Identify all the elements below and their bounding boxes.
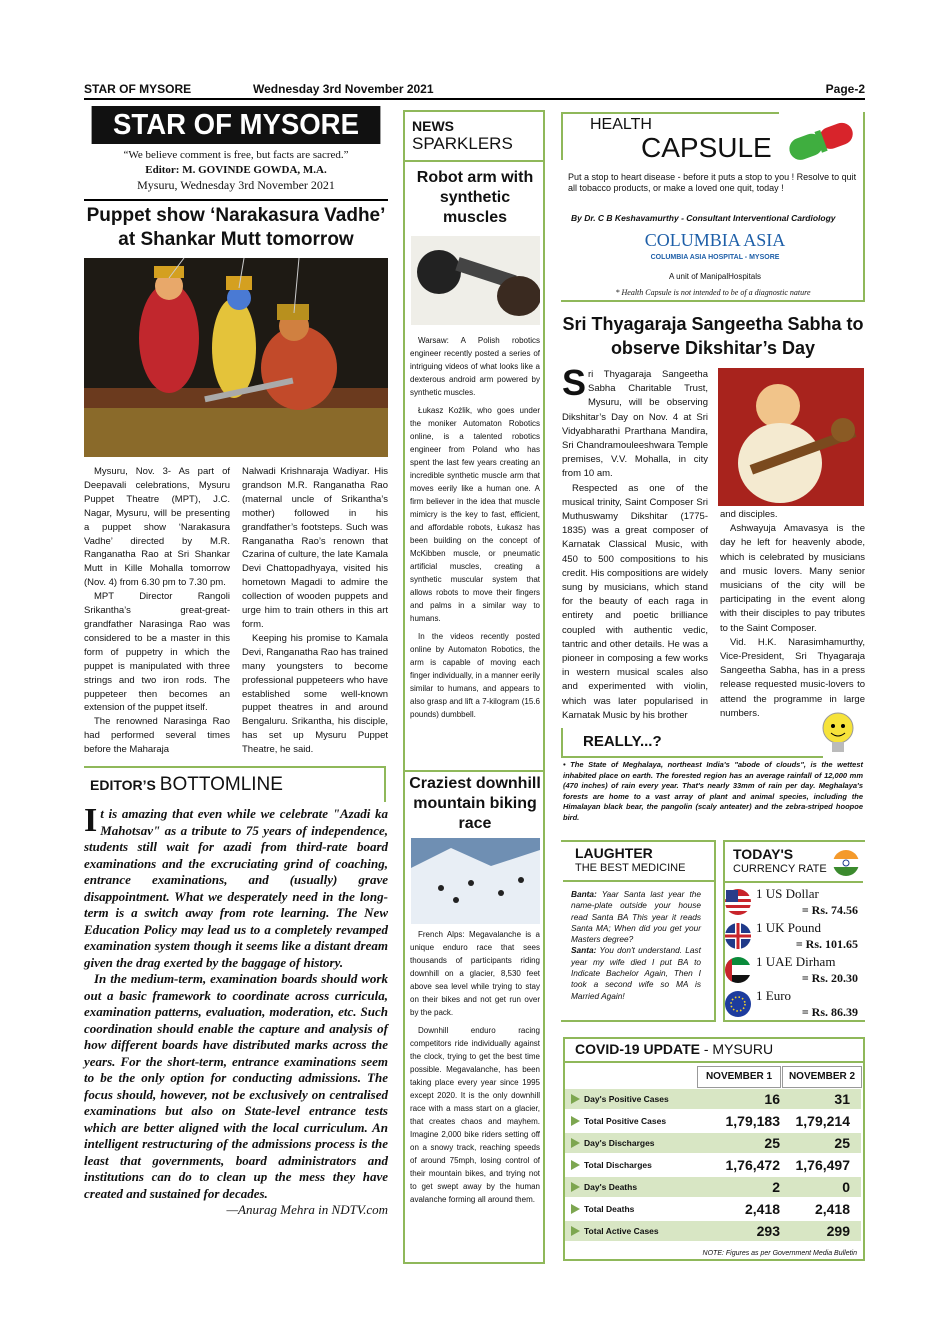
covid-row <box>565 1199 861 1219</box>
columbia-logo-sub: COLUMBIA ASIA HOSPITAL - MYSORE <box>650 254 780 261</box>
editorial-dropcap: I <box>84 802 98 839</box>
covid-row-label: Total Positive Cases <box>584 1116 667 1126</box>
covid-row-nov2: 0 <box>842 1179 850 1195</box>
covid-title <box>575 1041 773 1057</box>
currency-value: = Rs. 101.65 <box>795 937 858 951</box>
editorial-credit: —Anurag Mehra in NDTV.com <box>226 1202 388 1217</box>
puppet-p5: Keeping his promise to Kamala Devi, Ranganatha Rao has trained many youngsters to become professional puppeteers who have established some well-known puppet theatres in and around Bengaluru. Srikantha, his disciple, has set up Mysuru Puppet Theatre, he said. <box>242 632 388 756</box>
covid-row-nov1: 1,79,183 <box>725 1113 780 1129</box>
covid-row-nov1: 293 <box>756 1223 780 1239</box>
downhill-p2: Downhill enduro racing competitors ride individually against the clock, trying to get the best time possible. Megavalanche, has been taking place every year since 1995 except 2020. It is the only downhill race with a mass start on a glacier, that creates chaos and mayhem. Imagine 2,000 bike riders setting off on a snowy track, reaching speeds of around 75mph, losing control of their mountain bikes, and trying not to get swept away by the human avalanche forming all around them. <box>410 1026 540 1204</box>
covid-col-nov2: NOVEMBER 2 <box>782 1066 862 1088</box>
issue-date: Wednesday 3rd November 2021 <box>253 82 434 96</box>
health-label-b: CAPSULE <box>641 132 772 163</box>
really-text: • The State of Meghalaya, northeast India's "abode of clouds", is the wettest inhabited place on earth. The forested region has an average rainfall of 12,000 mm (470 inches) of rain every year. That's nearly 33mm of rain per day. Meghalaya's forests are home to a vast array of plant and animal species, including the Himalayan black bear, the pangolin (scaly anteater) and the zebra-striped hoopoe bird. <box>563 760 863 822</box>
downhill-text <box>410 928 540 1206</box>
covid-row-label: Total Deaths <box>584 1204 635 1214</box>
sabha-dropcap: S <box>562 362 587 403</box>
editorial-p1: t is amazing that even while we celebrate "Azadi ka Mahotsav" as a tribute to 75 years of independence, students still wait for azadi from third-rate board examinations and the excruciating grind of coaching, entrance examinations, and (usually) grave disappointment. What we desperately need in the long-term is a switch away from rote learning. The New Education Policy may lead us to a completely revamped examination system though it seems like a distant dream given the drag exerted by the baggage of history. <box>84 806 388 970</box>
sabha-headline: Sri Thyagaraja Sangeetha Sabha to observe Dikshitar’s Day <box>562 314 864 358</box>
laughter-label-b: THE BEST MEDICINE <box>575 862 686 874</box>
sparklers-header <box>412 118 542 154</box>
paper-name: STAR OF MYSORE <box>84 82 192 96</box>
india-flag-icon <box>833 850 859 876</box>
editor-box-header <box>84 766 386 802</box>
covid-row-nov2: 1,76,497 <box>795 1157 850 1173</box>
currency-label-a: TODAY'S <box>733 846 794 862</box>
puppet-p3: The renowned Narasinga Rao had performed several times before the Maharaja <box>84 716 230 756</box>
laughter-text <box>571 889 701 1002</box>
sparklers-label-b: SPARKLERS <box>412 134 513 153</box>
puppet-photo <box>84 258 388 457</box>
health-text: Put a stop to heart disease - before it puts a stop to you ! Resolve to quit all tobacco products, or make a loved one quit, today ! <box>568 172 857 193</box>
currency-row-usd <box>724 886 864 920</box>
currency-value: = Rs. 74.56 <box>801 903 858 917</box>
uk-flag-icon <box>724 922 752 950</box>
health-disclaimer: * Health Capsule is not intended to be of a diagnostic nature <box>615 288 811 297</box>
robot-p3: In the videos recently posted online by Automaton Robotics, the arm is capable of moving each finger individually, in a manner eerily similar to humans, and appears to also grasp and lift a 7-kilogram (15.6 pounds) dumbbell. <box>410 632 540 719</box>
currency-label-b: CURRENCY RATE <box>733 863 827 875</box>
covid-row-nov1: 16 <box>764 1091 780 1107</box>
covid-row-label: Total Discharges <box>584 1160 652 1170</box>
covid-row-nov2: 25 <box>834 1135 850 1151</box>
motto: “We believe comment is free, but facts are sacred.” <box>123 149 349 161</box>
covid-row <box>565 1133 861 1153</box>
eu-flag-icon <box>724 990 752 1018</box>
puppet-p4: Nalwadi Krishnaraja Wadiyar. His grandson M.R. Ranganatha Rao (maternal uncle of Srikantha’s mother) followed in his grandfather’s footsteps. Such was Ranganatha Rao’s renown that Czarina of culture, the late Kamala Devi Chattopadhyaya, visited his hometown Magadi to admire the collection of wooden puppets and urge him to train others in this art form. <box>242 466 388 630</box>
sabha-p2: Respected as one of the musical trinity, Saint Composer Sri Muthuswamy Dikshitar (1775-1835) was a great composer of Karnatak Classical Music, with 450 to 500 compositions to his credit. His compositions are widely sung by musicians, which stand for the beauty of each raga in entirety and poetic brilliance coupled with authentic vedic, tantric and other details. He was a pioneer in composing a few works in western musical scales also and experimented with violin, which was later popularised in Karnatak Music by his brother <box>562 482 708 721</box>
currency-name: 1 UK Pound <box>756 920 822 935</box>
covid-row-nov1: 1,76,472 <box>725 1157 780 1173</box>
downhill-photo <box>411 838 540 924</box>
currency-row-eur <box>724 988 864 1022</box>
page-header <box>84 80 865 100</box>
sabha-p1: ri Thyagaraja Sangeetha Sabha Charitable Trust, Mysuru, will be observing Dikshitar’s Day on Nov. 4 at Sri Vidyabharathi Prarthana Mandira, Sri Chandramouleeshwara Temple premises, V.V. Mohalla, in city from 10 am. <box>562 369 708 480</box>
robot-p1: Warsaw: A Polish robotics engineer recently posted a series of intriguing videos of what looks like a dexterous android arm powered by synthetic muscles. <box>410 336 540 397</box>
sabha-p4: Ashwayuja Amavasya is the day he left for heavenly abode, which is celebrated by musicians and music lovers. Many senior musicians of the city will be participating in the event along with their disciples to pay tributes to the Saint Composer. <box>720 523 865 634</box>
covid-label-a: COVID-19 UPDATE <box>575 1041 700 1057</box>
covid-row-nov1: 2 <box>772 1179 780 1195</box>
downhill-p1: French Alps: Megavalanche is a unique enduro race that sees thousands of participants riding downhill on a glacier, 8,530 feet above sea level while trying to stay on their bikes and not get run over by the pack. <box>410 930 540 1017</box>
puppet-col-1 <box>84 465 230 757</box>
covid-note: NOTE: Figures as per Government Media Bulletin <box>702 1250 857 1257</box>
covid-label-b: - MYSURU <box>699 1041 774 1057</box>
bulb-icon <box>818 710 858 758</box>
covid-row <box>565 1089 861 1109</box>
sabha-p5: Vid. H.K. Narasimhamurthy, Vice-President, Sri Thyagaraja Sangeetha Sabha, has in a press release requested music-lovers to attend the programme in large numbers. <box>720 636 865 719</box>
covid-row <box>565 1221 861 1241</box>
currency-value: = Rs. 20.30 <box>801 971 858 985</box>
covid-row-label: Day's Deaths <box>584 1182 638 1192</box>
covid-row-nov2: 299 <box>826 1223 850 1239</box>
joke-line-2: You don't understand. Last year my wife died I put BA to Indicate Bachelor Again, Then I took a second wife so MA is Married Again! <box>571 945 701 1001</box>
editor-label-a: EDITOR’S <box>90 777 156 793</box>
robot-headline: Robot arm with synthetic muscles <box>416 169 534 226</box>
columbia-logo: COLUMBIA ASIA <box>644 230 786 250</box>
currency-name: 1 US Dollar <box>756 886 819 901</box>
us-flag-icon <box>724 888 752 916</box>
editorial-text <box>84 802 388 1219</box>
banta-label: Banta: <box>571 889 597 899</box>
covid-row-nov1: 2,418 <box>744 1201 780 1217</box>
covid-row <box>565 1111 861 1131</box>
laughter-label-a: LAUGHTER <box>575 845 653 861</box>
puppet-p2: MPT Director Rangoli Srikantha’s great-great-grandfather Narasinga Rao was considered to be a master in this form of puppetry in which the puppet is manipulated with three strings and two iron rods. The puppeteer then becomes an extension of the puppet itself. <box>84 591 230 714</box>
covid-row-label: Day's Positive Cases <box>584 1094 669 1104</box>
health-label-a: HEALTH <box>590 116 652 133</box>
puppet-headline: Puppet show ‘Narakasura Vadhe’ at Shankar Mutt tomorrow <box>84 199 388 252</box>
pill-icon <box>782 116 862 166</box>
covid-row-label: Day's Discharges <box>584 1138 655 1148</box>
currency-name: 1 UAE Dirham <box>756 954 836 969</box>
covid-col-nov1: NOVEMBER 1 <box>697 1066 781 1088</box>
puppet-col-2 <box>242 465 388 757</box>
sabha-col-2 <box>720 508 865 721</box>
page-number: Page-2 <box>825 82 865 96</box>
currency-name: 1 Euro <box>756 988 792 1003</box>
dikshitar-painting <box>718 368 864 506</box>
covid-row-nov2: 31 <box>834 1091 850 1107</box>
covid-row-nov1: 25 <box>764 1135 780 1151</box>
manipal-unit: A unit of ManipalHospitals <box>668 272 762 281</box>
dateline: Mysuru, Wednesday 3rd November 2021 <box>137 178 335 192</box>
covid-row-nov2: 2,418 <box>814 1201 850 1217</box>
sparklers-label-a: NEWS <box>412 118 454 134</box>
joke-line-1: Yaar Santa last year the name-plate outside your house read Santa BA This year it reads Santa MA; When did you get your Masters degree? <box>571 889 701 945</box>
uae-flag-icon <box>724 956 752 984</box>
santa-label: Santa: <box>571 945 597 956</box>
covid-row-label: Total Active Cases <box>584 1226 659 1236</box>
masthead-title: STAR OF MYSORE <box>92 106 381 144</box>
covid-row <box>565 1155 861 1175</box>
sabha-p3: and disciples. <box>720 509 778 520</box>
currency-row-gbp <box>724 920 864 954</box>
editor-line: Editor: M. GOVINDE GOWDA, M.A. <box>145 164 327 176</box>
dumbbell-photo <box>411 236 540 325</box>
currency-value: = Rs. 86.39 <box>801 1005 858 1019</box>
currency-row-aed <box>724 954 864 988</box>
really-label: REALLY...? <box>583 733 662 750</box>
sabha-col-1 <box>562 362 708 723</box>
left-column <box>84 106 388 252</box>
robot-p2: Łukasz Kożlik, who goes under the moniker Automaton Robotics online, is a talented robotics engineer from Poland who has spent the last few years creating an incredible synthetic muscle arm that moves eerily like a human one. A firm believer in the idea that muscle mimicry is the key to fast, efficient, and affordable robots, Łukasz has been building on the concept of McKibben muscle, or pneumatic artificial muscles, creating a synthetic muscular system that allows robots to move their fingers and palms in a similar way to humans. <box>410 406 540 623</box>
puppet-p1: Mysuru, Nov. 3- As part of Deepavali celebrations, Mysuru Puppet Theatre (MPT), J.C. Nagar, Mysuru, will be presenting a puppet show ‘Narakasura Vadhe’ directed by M.R. Ranganatha Rao at Sri Shankar Mutt in Kille Mohalla tomorrow (Nov. 4) from 6.30 pm to 7.30 pm. <box>84 466 230 589</box>
covid-table <box>565 1089 863 1249</box>
covid-row-nov2: 1,79,214 <box>795 1113 850 1129</box>
editor-label-b: BOTTOMLINE <box>159 774 283 795</box>
downhill-headline: Craziest downhill mountain biking race <box>409 775 541 832</box>
health-byline: By Dr. C B Keshavamurthy - Consultant Interventional Cardiology <box>571 213 836 223</box>
covid-row <box>565 1177 861 1197</box>
robot-text <box>410 334 540 721</box>
editorial-p2: In the medium-term, examination boards should work out a basic framework to coordinate across curricula, examination patterns, evaluation, moderation, etc. Such coordination should enable the capture and analysis of how different boards have distributed marks across the years. For the short-term, entrance examinations seem to be the only option for conducting admissions. The focus should, however, not be exclusively on centralised examinations but also on State-level entrance tests which are better aligned with the local curriculum. An intelligent restructuring of the admissions process is the least that governments, board administrators and institutions can do to clean up the mess they have created and sustained for decades. <box>84 971 388 1201</box>
